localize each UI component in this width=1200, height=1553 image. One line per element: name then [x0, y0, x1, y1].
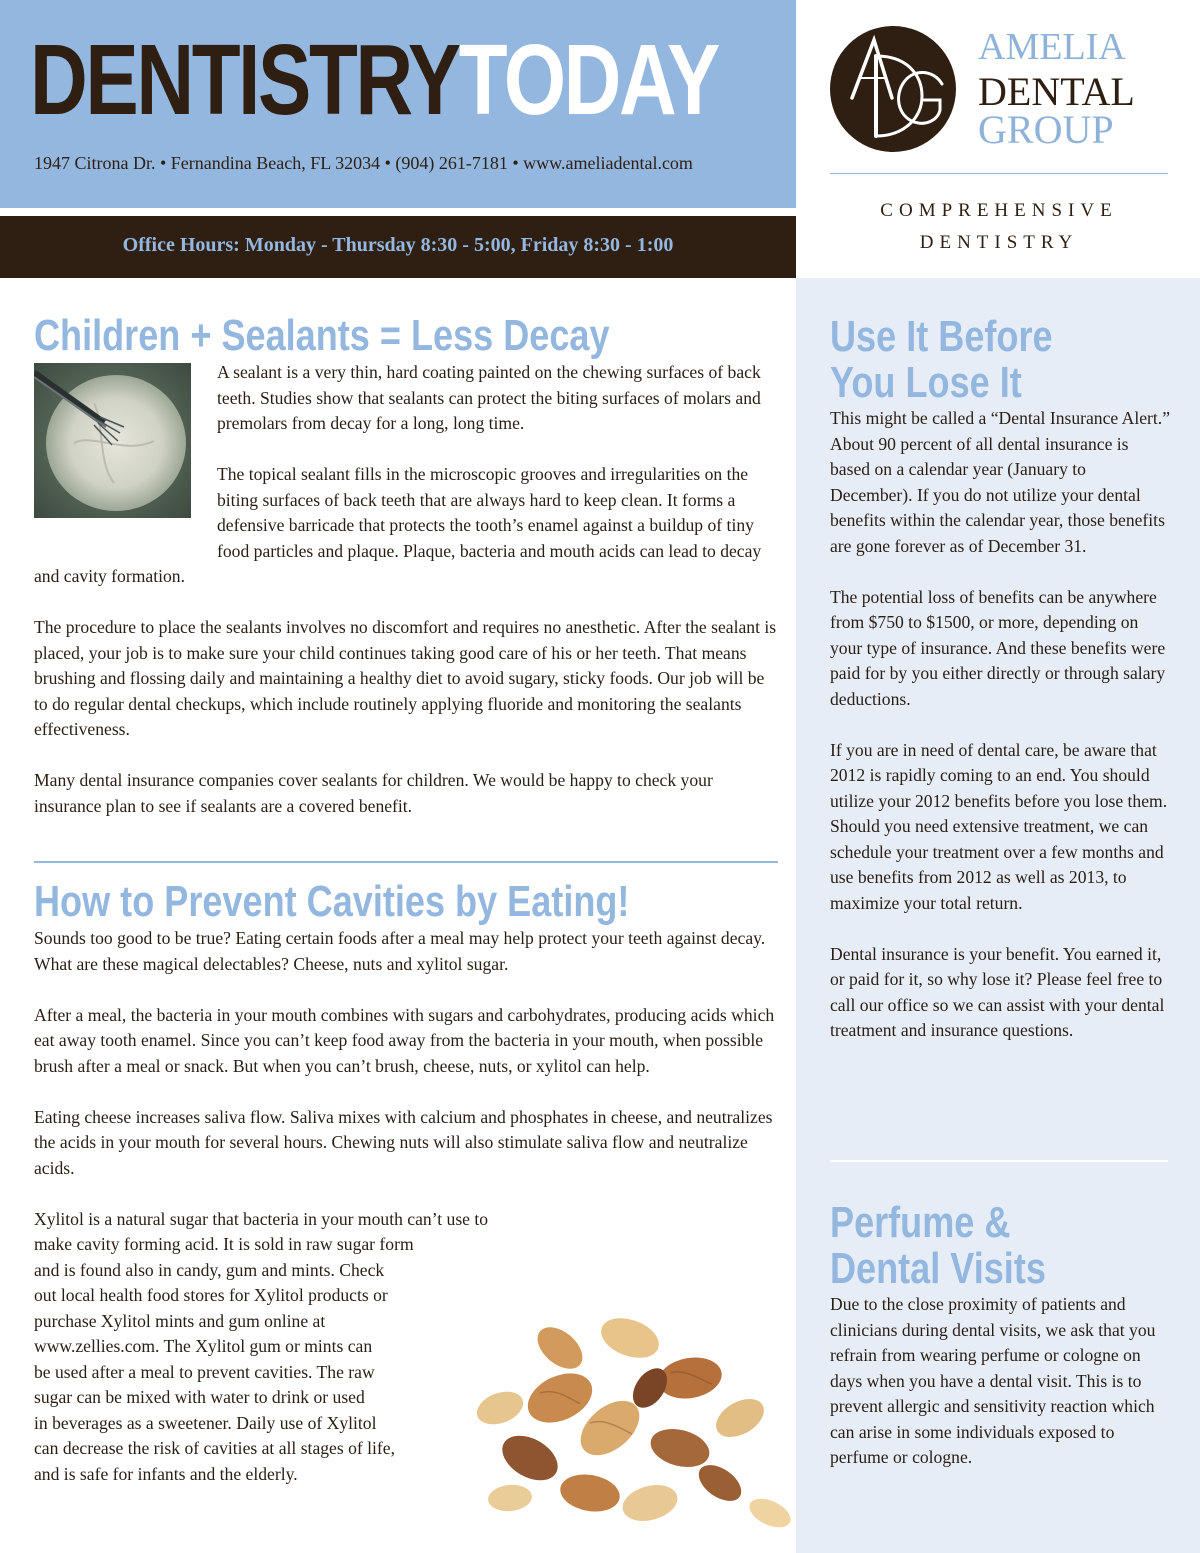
- adg-monogram-logo: [830, 26, 956, 152]
- insurance-headline-line1: Use It Before: [830, 312, 1053, 361]
- xylitol-line: make cavity forming acid. It is sold in raw sugar form: [34, 1234, 414, 1254]
- logo-dental: DENTAL: [978, 69, 1135, 114]
- xylitol-line: out local health food stores for Xylitol products or: [34, 1285, 388, 1305]
- insurance-article: [830, 406, 1170, 1044]
- tagline-comprehensive: COMPREHENSIVE: [880, 200, 1118, 221]
- insurance-headline-line2: You Lose It: [830, 358, 1022, 407]
- sealants-paragraph: A sealant is a very thin, hard coating painted on the chewing surfaces of back teeth. Studies show that sealants can protect the biting surfaces of molars and premolars from decay for a long, long time.: [217, 362, 761, 433]
- logo-amelia: AMELIA: [978, 26, 1126, 68]
- perfume-headline-line2: Dental Visits: [830, 1244, 1046, 1293]
- perfume-headline: [830, 1200, 1046, 1292]
- insurance-paragraph: Dental insurance is your benefit. You earned it, or paid for it, so why lose it? Please feel free to call our office so we can assist with your dental treatment and insurance questions.: [830, 943, 1165, 1040]
- perfume-article: [830, 1292, 1170, 1471]
- mixed-nuts-photo: [440, 1268, 800, 1540]
- xylitol-line: and is safe for infants and the elderly.: [34, 1463, 298, 1484]
- insurance-paragraph: If you are in need of dental care, be aware that 2012 is rapidly coming to an end. You should utilize your 2012 benefits before you lose them. Should you need extensive treatment, we can schedule your treatment over a few months and use benefits from 2012 as well as 2013, to maximize your total return.: [830, 739, 1168, 913]
- insurance-paragraph: The potential loss of benefits can be anywhere from $750 to $1500, or more, depending on your type of insurance. And these benefits were paid for by you either directly or through salary deductions.: [830, 586, 1166, 709]
- logo-group: GROUP: [978, 107, 1114, 152]
- xylitol-line: sugar can be mixed with water to drink or used: [34, 1387, 365, 1407]
- tagline-dentistry: DENTISTRY: [919, 232, 1079, 253]
- insurance-headline: [830, 314, 1053, 406]
- masthead-title: [30, 24, 719, 136]
- sealants-headline: Children + Sealants = Less Decay: [34, 311, 610, 360]
- perfume-paragraph: Due to the close proximity of patients and clinicians during dental visits, we ask that you refrain from wearing perfume or cologne on days when you have a dental visit. This is to prevent allergic and sensitivity reaction which can arise in some individuals exposed to perfume or cologne.: [830, 1294, 1156, 1467]
- perfume-headline-line1: Perfume &: [830, 1198, 1011, 1247]
- logo-divider: [830, 173, 1168, 174]
- article-divider: [34, 861, 778, 863]
- insurance-paragraph: This might be called a “Dental Insurance Alert.” About 90 percent of all dental insurance is based on a calendar year (January to December). If you do not utilize your dental benefits within the calendar year, those benefits are gone forever as of December 31.: [830, 408, 1171, 556]
- masthead-dentistry: DENTISTRY: [30, 24, 459, 136]
- xylitol-line: can decrease the risk of cavities at all stages of life,: [34, 1438, 395, 1458]
- sealants-paragraph: Many dental insurance companies cover sealants for children. We would be happy to check your insurance plan to see if sealants are a covered benefit.: [34, 770, 713, 816]
- office-hours-text: Office Hours: Monday - Thursday 8:30 - 5:00, Friday 8:30 - 1:00: [122, 234, 674, 256]
- xylitol-line: in beverages as a sweetener. Daily use of Xylitol: [34, 1412, 377, 1433]
- masthead-today: TODAY: [458, 24, 719, 136]
- cavities-headline: How to Prevent Cavities by Eating!: [34, 877, 630, 926]
- cavities-paragraph: Sounds too good to be true? Eating certain foods after a meal may help protect your teeth against decay. What are these magical delectables? Cheese, nuts and xylitol sugar.: [34, 928, 766, 974]
- xylitol-line: www.zellies.com. The Xylitol gum or mints can: [34, 1336, 373, 1356]
- xylitol-line: Xylitol is a natural sugar that bacteria in your mouth can’t use to: [34, 1208, 489, 1229]
- sidebar-divider: [830, 1160, 1168, 1162]
- xylitol-line: purchase Xylitol mints and gum online at: [34, 1310, 326, 1331]
- sealants-paragraph: The procedure to place the sealants involves no discomfort and requires no anesthetic. After the sealant is placed, your job is to make sure your child continues taking good care of his or her teeth. That means brushing and flossing daily and maintaining a healthy diet to avoid sugary, sticky foods. Our job will be to do regular dental checkups, which include routinely applying fluoride and monitoring the sealants effectiveness.: [34, 617, 777, 739]
- sealants-paragraph: The topical sealant fills in the microscopic grooves and irregularities on the biting surfaces of back teeth that are always hard to keep clean. It forms a defensive barricade that protects the tooth’s enamel against a buildup of tiny food particles and plaque. Plaque, bacteria and mouth acids can lead to decay and cavity formation.: [34, 464, 762, 586]
- cavities-paragraph: Eating cheese increases saliva flow. Saliva mixes with calcium and phosphates in cheese, and neutralizes the acids in your mouth for several hours. Chewing nuts will also stimulate saliva flow and neutralize acids.: [34, 1106, 773, 1178]
- xylitol-line: be used after a meal to prevent cavities. The raw: [34, 1361, 375, 1382]
- xylitol-line: and is found also in candy, gum and mints. Check: [34, 1259, 385, 1280]
- cavities-paragraph: After a meal, the bacteria in your mouth combines with sugars and carbohydrates, producing acids which eat away tooth enamel. Since you can’t keep food away from the bacteria in your mouth, when possible brush after a meal or snack. But when you can’t brush, cheese, nuts, or xylitol can help.: [34, 1004, 775, 1076]
- sealant-tooth-photo: [34, 363, 191, 518]
- address-line: 1947 Citrona Dr. • Fernandina Beach, FL 32034 • (904) 261-7181 • www.ameliadental.com: [34, 153, 693, 173]
